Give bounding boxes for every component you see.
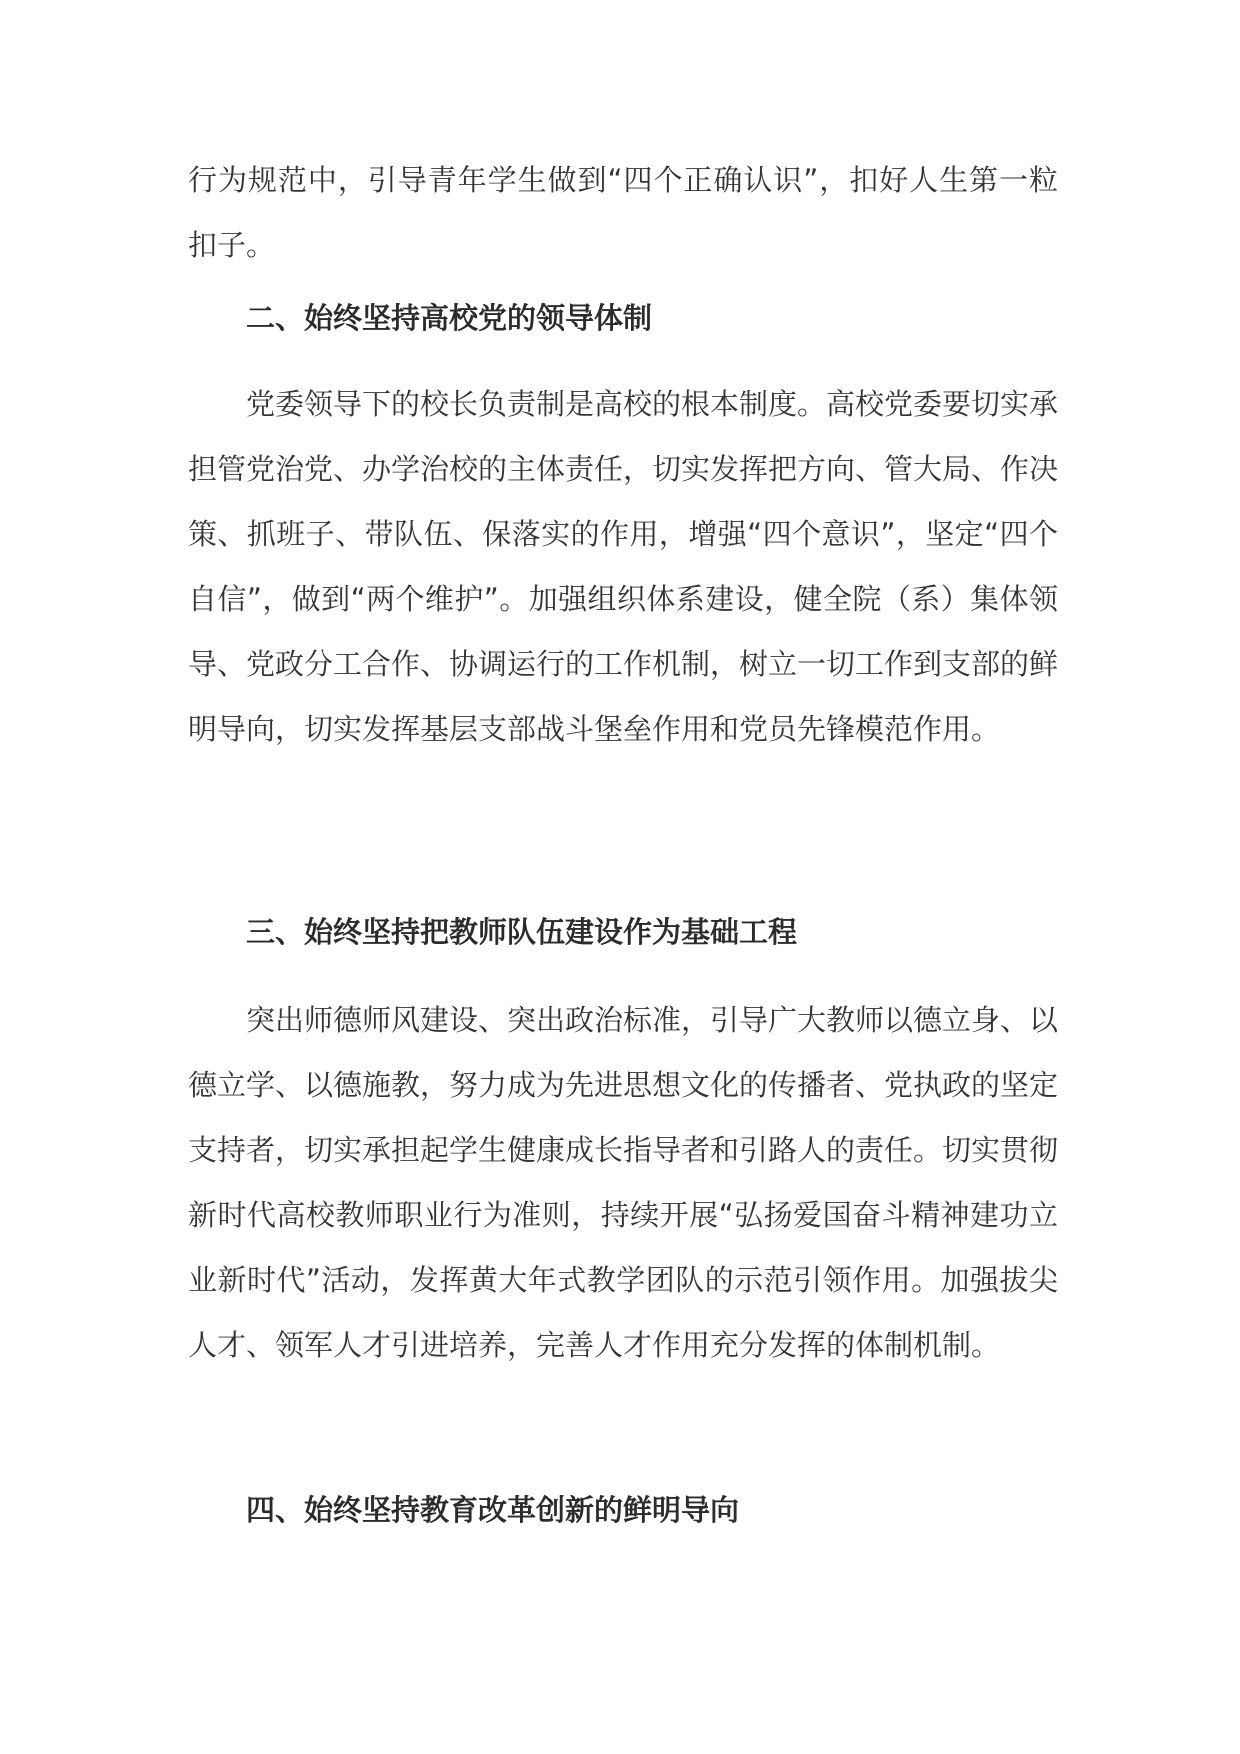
section-3-paragraph: 突出师德师风建设、突出政治标准，引导广大教师以德立身、以德立学、以德施教，努力成为先进思想文化的传播者、党执政的坚定支持者，切实承担起学生健康成长指导者和引路人的责任。切实贯彻新时代高校教师职业行为准则，持续开展“弘扬爱国奋斗精神建功立业新时代”活动，发挥黄大年式教学团队的示范引领作用。加强拔尖人才、领军人才引进培养，完善人才作用充分发挥的体制机制。 <box>188 1003 1059 1362</box>
section-2-paragraph: 党委领导下的校长负责制是高校的根本制度。高校党委要切实承担管党治党、办学治校的主体责任，切实发挥把方向、管大局、作决策、抓班子、带队伍、保落实的作用，增强“四个意识”，坚定“四个自信”，做到“两个维护”。加强组织体系建设，健全院（系）集体领导、党政分工合作、协调运行的工作机制，树立一切工作到支部的鲜明导向，切实发挥基层支部战斗堡垒作用和党员先锋模范作用。 <box>188 387 1059 746</box>
section-heading-2: 二、始终坚持高校党的领导体制 <box>246 301 653 335</box>
section-heading-3: 三、始终坚持把教师队伍建设作为基础工程 <box>246 915 798 949</box>
section-heading-4: 四、始终坚持教育改革创新的鲜明导向 <box>246 1493 740 1527</box>
continued-paragraph: 行为规范中，引导青年学生做到“四个正确认识”，扣好人生第一粒扣子。 <box>188 163 1058 262</box>
